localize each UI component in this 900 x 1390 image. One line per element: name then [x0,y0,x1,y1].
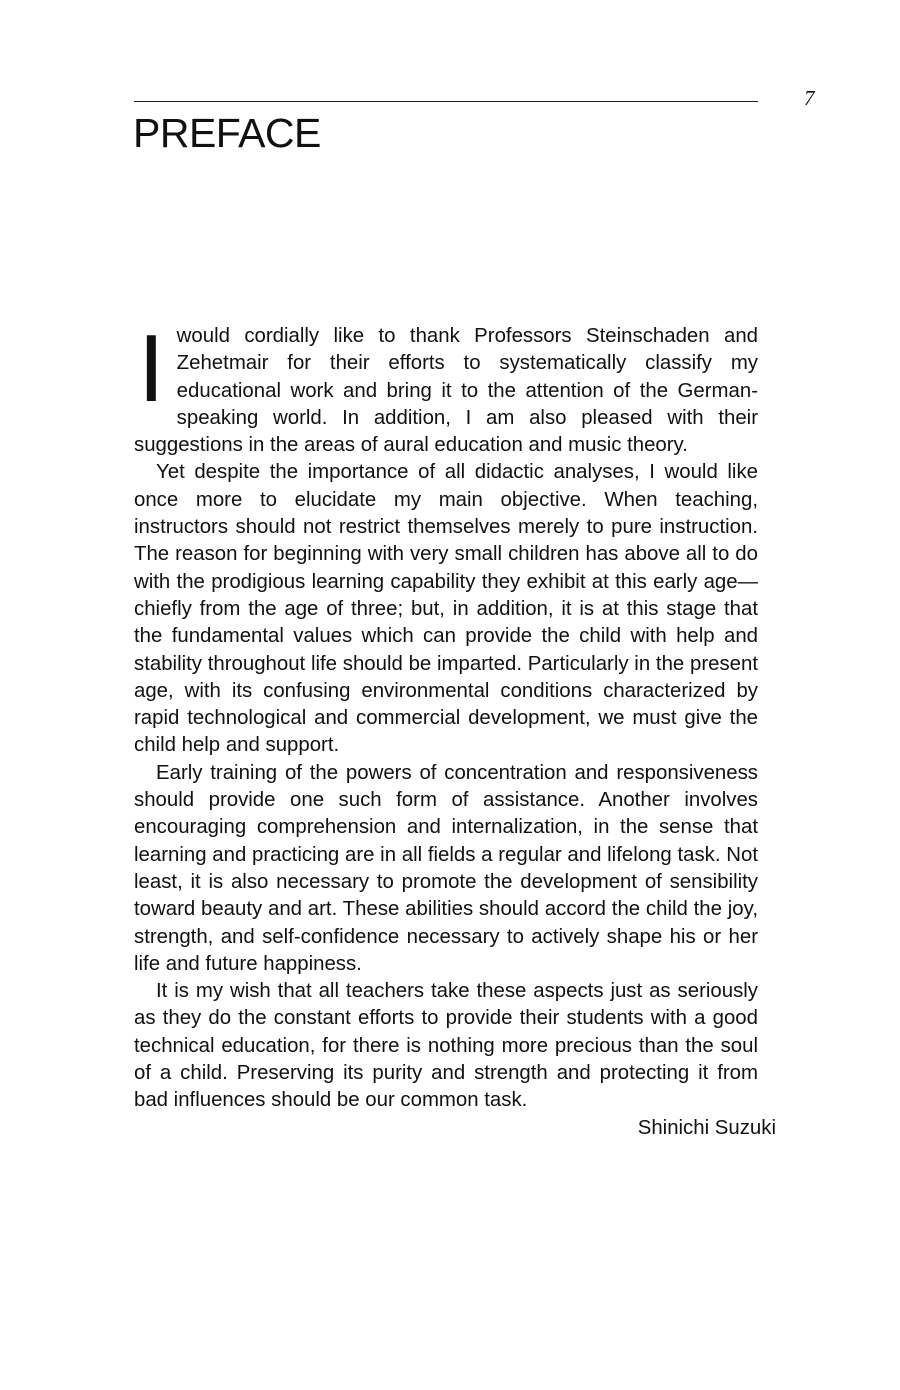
preface-body [134,315,776,1142]
paragraph-1 [134,315,758,459]
paragraph-1-text: would cordially like to thank Professors Steinschaden and Zehetmair for their efforts to systematically classify my educational work and bring it to the attention of the German-speaking world. In addition, I am also pleased with their suggestions in the areas of aural education and music theory. [134,325,758,457]
header-rule [134,101,758,102]
paragraph-2: Yet despite the importance of all didactic analyses, I would like once more to elucidate my main objective. When teaching, instructors should not restrict themselves merely to pure instruction. The reason for beginning with very small children has above all to do with the prodigious learning capability they exhibit at this early age—chiefly from the age of three; but, in addition, it is at this stage that the fundamental values which can provide the child with help and stability throughout life should be imparted. Particularly in the present age, with its confusing environmental conditions characterized by rapid technological and commercial development, we must give the child help and support. [134,461,758,757]
page-number: 7 [804,86,815,110]
paragraph-3: Early training of the powers of concentration and responsiveness should provide one such form of assistance. Another involves encouraging comprehension and internalization, in the sense that learning and practicing are in all fields a regular and lifelong task. Not least, it is also necessary to promote the development of sensibility toward beauty and art. These abilities should accord the child the joy, strength, and self-confidence necessary to actively shape his or her life and future happiness. [134,761,758,975]
author-signature: Shinichi Suzuki [637,1116,776,1139]
paragraph-4: It is my wish that all teachers take these aspects just as seriously as they do the constant efforts to provide their students with a good technical education, for there is nothing more precious than the soul of a child. Preserving its purity and strength and protecting it from bad influences should be our common task. [134,980,758,1112]
drop-cap: I [138,315,165,422]
page-title: PREFACE [133,110,321,156]
